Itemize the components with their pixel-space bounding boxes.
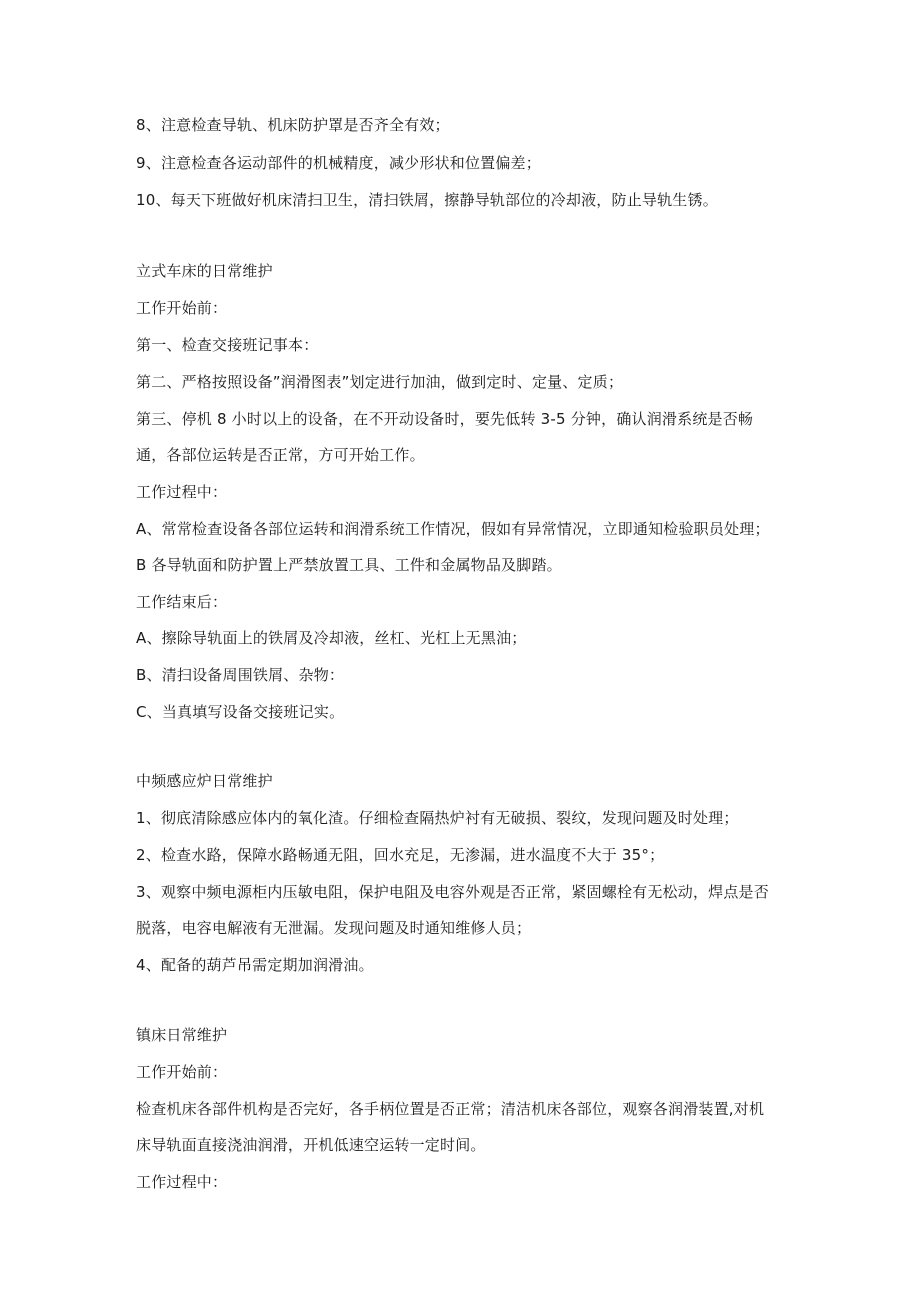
section-heading: 中频感应炉日常维护 [136, 772, 273, 790]
text-line: 检查机床各部件机构是否完好，各手柄位置是否正常；清洁机床各部位，观察各润滑装置,对机 [136, 1100, 765, 1118]
text-line: 9、注意检查各运动部件的机械精度，减少形状和位置偏差； [136, 154, 541, 172]
text-line: 第三、停机 8 小时以上的设备，在不开动设备时，要先低转 3-5 分钟，确认润滑系统是否畅 [136, 410, 754, 428]
text-line: 3、观察中频电源柜内压敏电阻，保护电阻及电容外观是否正常，紧固螺栓有无松动，焊点是否 [136, 883, 769, 901]
text-line: 第二、严格按照设备”润滑图表”划定进行加油，做到定时、定量、定质； [136, 373, 624, 391]
text-line: 工作开始前： [136, 1063, 228, 1081]
section-heading: 镇床日常维护 [136, 1026, 228, 1044]
text-line: 1、彻底清除感应体内的氧化渣。仔细检查隔热炉衬有无破损、裂纹，发现问题及时处理； [136, 809, 739, 827]
text-line: C、当真填写设备交接班记实。 [136, 703, 345, 721]
text-line: A、常常检查设备各部位运转和润滑系统工作情况，假如有异常情况，立即通知检验职员处理； [136, 520, 770, 538]
text-line: 2、检查水路，保障水路畅通无阻，回水充足，无渗漏，进水温度不大于 35°； [136, 846, 665, 864]
text-line: 通，各部位运转是否正常，方可开始工作。 [136, 446, 425, 464]
text-line: 脱落，电容电解液有无泄漏。发现问题及时通知维修人员； [136, 919, 532, 937]
section-heading: 立式车床的日常维护 [136, 262, 273, 280]
text-line: 床导轨面直接浇油润滑，开机低速空运转一定时间。 [136, 1136, 486, 1154]
text-line: 工作过程中： [136, 483, 228, 501]
text-line: 4、配备的葫芦吊需定期加润滑油。 [136, 956, 374, 974]
text-line: A、擦除导轨面上的铁屑及冷却液，丝杠、光杠上无黑油； [136, 629, 527, 647]
text-line: B 各导轨面和防护置上严禁放置工具、工件和金属物品及脚踏。 [136, 556, 562, 574]
text-line: B、清扫设备周围铁屑、杂物： [136, 666, 345, 684]
text-line: 10、每天下班做好机床清扫卫生，清扫铁屑，擦静导轨部位的冷却液，防止导轨生锈。 [136, 191, 718, 209]
text-line: 工作过程中： [136, 1173, 228, 1191]
text-line: 8、注意检查导轨、机床防护罩是否齐全有效； [136, 116, 450, 134]
text-line: 工作结束后： [136, 593, 228, 611]
text-line: 工作开始前： [136, 299, 228, 317]
text-line: 第一、检查交接班记事本： [136, 336, 319, 354]
